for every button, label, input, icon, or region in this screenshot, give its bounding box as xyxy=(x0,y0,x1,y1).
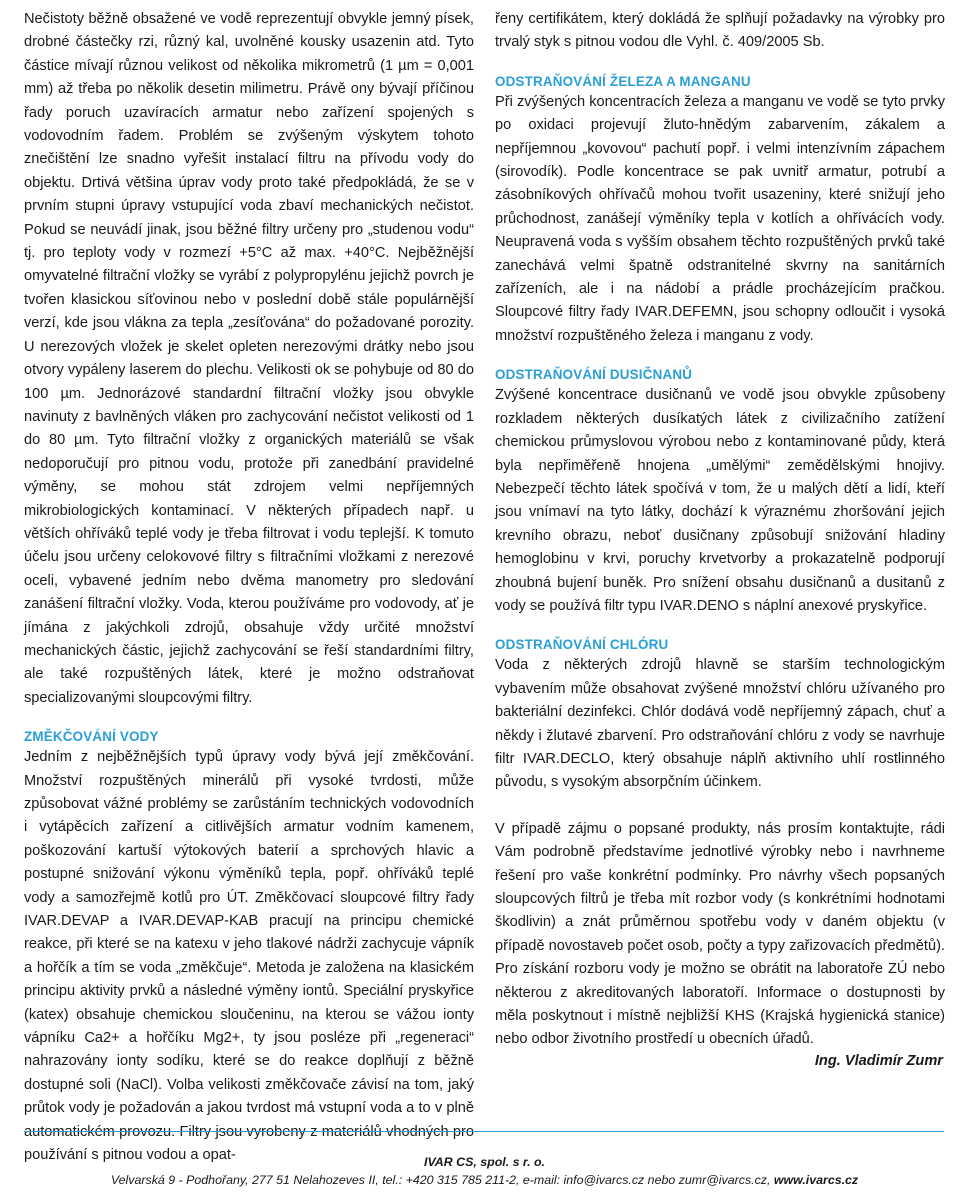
intro-paragraph: Nečistoty běžně obsažené ve vodě reprezentují obvykle jemný písek, drobné částečky rzi, různý kal, uvolněné kousky usazenin atd. Tyto částice mívají různou velikost od několika mikrometrů (1 µm = 0,001 mm) až třeba po několik desetin milimetru. Právě ony bývají příčinou řady poruch uzavíracích armatur nebo zařízení spojených s vodovodním řadem. Problém se zvýšeným výskytem tohoto znečištění lze snadno vyřešit instalací filtru na přívodu vody do objektu. Drtivá většina úprav vody proto také předpokládá, že se v prvním stupni úpravy vstupující voda zbaví mechanických nečistot. Pokud se neuvádí jinak, jsou běžné filtry určeny pro „studenou vodu“ tj. pro teploty vody v rozmezí +5°C až max. +40°C. Nejběžnější omyvatelné filtrační vložky se vyrábí z polypropylénu jejichž povrch je tvořen klasickou síťovinou nebo v poslední době stále populárnější verzí, kde jsou vlákna za tepla „zesíťována“ do požadované porozity. U nerezových vložek je skelet opleten nerezovými drátky nebo jsou otvory vypáleny laserem do plechu. Velikosti ok se pohybuje od 80 do 100 µm. Jednorázové standardní filtrační vložky jsou obvykle navinuty z bavlněných vláken pro zachycování nečistot velikosti od 1 do 80 µm. Tyto filtrační vložky z organických materiálů se však nedoporučují pro pitnou vodu, protože při zanedbání pravidelné výměny, se mohou stát zdrojem velmi nepříjemných mikrobiologických kontaminací. V některých případech např. u větších ohříváků teplé vody je třeba filtrovat i vodu teplejší. K tomuto účelu jsou určeny celokovové filtry s filtračními vložkami z nerezové oceli, vybavené jedním nebo dvěma manometry pro sledování zanášení filtrační vložky. Voda, kterou používáme pro vodovody, ať je jímána z jakýchkoli zdrojů, obsahuje vždy určité množství mechanických částic, jejichž zachycování se řeší standardními filtry, ale také rozpuštěných látek, které je možno odstraňovat specializovanými sloupcovými filtry. xyxy=(24,11,474,706)
author-signature: Ing. Vladimír Zumr xyxy=(814,1053,943,1069)
footer-website-link[interactable]: www.ivarcs.cz xyxy=(773,1173,859,1187)
chlorine-heading: ODSTRAŇOVÁNÍ CHLÓRU xyxy=(495,637,669,653)
contact-paragraph: V případě zájmu o popsané produkty, nás prosím kontaktujte, rádi Vám podrobně představíme jednotlivé výrobky nebo i navrhneme řešení pro vaše konkrétní podmínky. Pro návrhy všech popsaných sloupcových filtrů je třeba mít rozbor vody (s konkrétními hodnotami škodlivin) a znát průměrnou spotřebu vody v daném objektu (v případě novostaveb počet osob, počty a typy zařizovacích předmětů). Pro získání rozboru vody je možno se obrátit na laboratoře ZÚ nebo některou z akreditovaných laboratoří. Informace o dostupnosti by měla poskytnout i místně nejbližší KHS (Krajská hygienická stanice) nebo odbor životního prostředí u obecních úřadů. xyxy=(495,820,945,1048)
left-column xyxy=(24,8,474,1168)
footer-address: Velvarská 9 - Podhořany, 277 51 Nelahozeves II, tel.: +420 315 785 211-2, e-mail: info@ivarcs.cz nebo zumr@ivarcs.cz, xyxy=(110,1173,774,1187)
continuation-paragraph: řeny certifikátem, který dokládá že splňují požadavky na výrobky pro trvalý styk s pitnou vodou dle Vyhl. č. 409/2005 Sb. xyxy=(495,11,945,51)
nitrate-paragraph: Zvýšené koncentrace dusičnanů ve vodě jsou obvykle způsobeny rozkladem některých dusíkatých látek z civilizačního zatížení chemickou průmyslovou výrobou nebo z kontaminované půdy, která byla nepřiměřeně hnojena „umělými“ zemědělskými hnojivy. Nebezpečí těchto látek spočívá v tom, že u malých dětí a lidí, kteří jsou vnímaví na tyto látky, dochází k výraznému zhoršování jejich krevního obrazu, neboť dusičnany způsobují snižování hladiny hemoglobinu v krvi, poruchy krvetvorby a prokazatelně podporují zhoubná bujení buněk. Pro snížení obsahu dusičnanů a dusitanů z vody se používá filtr typu IVAR.DENO s náplní anexové pryskyřice. xyxy=(495,387,945,614)
chlorine-paragraph: Voda z některých zdrojů hlavně se starším technologickým vybavením může obsahovat zvýšené množství chlóru užívaného pro bakteriální dezinfekci. Chlór dodává vodě nepříjemný zápach, chuť a někdy i žlutavé zbarvení. Pro odstraňování chlóru z vody se navrhuje filtr IVAR.DECLO, který obsahuje náplň aktivního uhlí rostlinného původu, s vysokým absorpčním účinkem. xyxy=(495,657,945,791)
iron-manganese-paragraph: Při zvýšených koncentracích železa a manganu ve vodě se tyto prvky po oxidaci projevují žluto-hnědým zabarvením, zákalem a nepříjemnou „kovovou“ pachutí popř. i velmi intenzívním zápachem (sirovodík). Podle koncentrace se pak uvnitř armatur, potrubí a zásobníkových ohřívačů mohou tvořit usazeniny, které snižují jeho průchodnost, zanášejí výměníky tepla v kotlích a ohřívácích vody. Neupravená voda s vyšším obsahem těchto rozpuštěných prvků také zanechává velmi špatně odstranitelné skvrny na sanitárních zařízeních, ale i na nádobí a prádle procházejícím pračkou. Sloupcové filtry řady IVAR.DEFEMN, jsou schopny odloučit i vysoká množství rozpuštěného železa i manganu z vody. xyxy=(495,93,945,344)
nitrate-heading: ODSTRAŇOVÁNÍ DUSIČNANŮ xyxy=(495,367,693,383)
footer-company: IVAR CS, spol. s r. o. xyxy=(424,1155,545,1169)
softening-heading: ZMĚKČOVÁNÍ VODY xyxy=(24,729,159,745)
softening-paragraph: Jedním z nejběžnějších typů úpravy vody bývá její změkčování. Množství rozpuštěných minerálů při vysoké tvrdosti, může způsobovat vážné problémy se zarůstáním technických vodovodních i vytápěcích zařízení a citlivějších armatur vodním kamenem, poškozování kartuší výtokových baterií a sprchových hlavic a postupné snižování výkonu výměníků tepla, popř. ohříváků teplé vody a samozřejmě kotlů pro ÚT. Změkčovací sloupcové filtry řady IVAR.DEVAP a IVAR.DEVAP-KAB pracují na principu chemické reakce, při které se na katexu v jeho tlakové nádrži zachycuje vápník a hořčík a tím se voda „změkčuje“. Metoda je založena na klasickém principu aktivity prvků a následné výměny iontů. Speciální pryskyřice (katex) obsahuje chemickou sloučeninu, na kterou se vážou ionty vápníku Ca2+ a hořčíku Mg2+, ty jsou posléze při „regeneraci“ nahrazovány ionty sodíku, které se do reakce doplňují z běžně dostupné soli (NaCl). Volba velikosti změkčovače závisí na tom, jaký průtok vody je požadován a jakou tvrdost má vstupní voda a to v plně automatickém provozu. Filtry jsou vyrobeny z materiálů vhodných pro používání s pitnou vodou a opat- xyxy=(24,749,474,1164)
footer-divider xyxy=(24,1131,944,1132)
footer-contact-line xyxy=(0,1171,969,1189)
right-column xyxy=(495,8,945,1052)
iron-manganese-heading: ODSTRAŇOVÁNÍ ŽELEZA A MANGANU xyxy=(495,73,751,89)
